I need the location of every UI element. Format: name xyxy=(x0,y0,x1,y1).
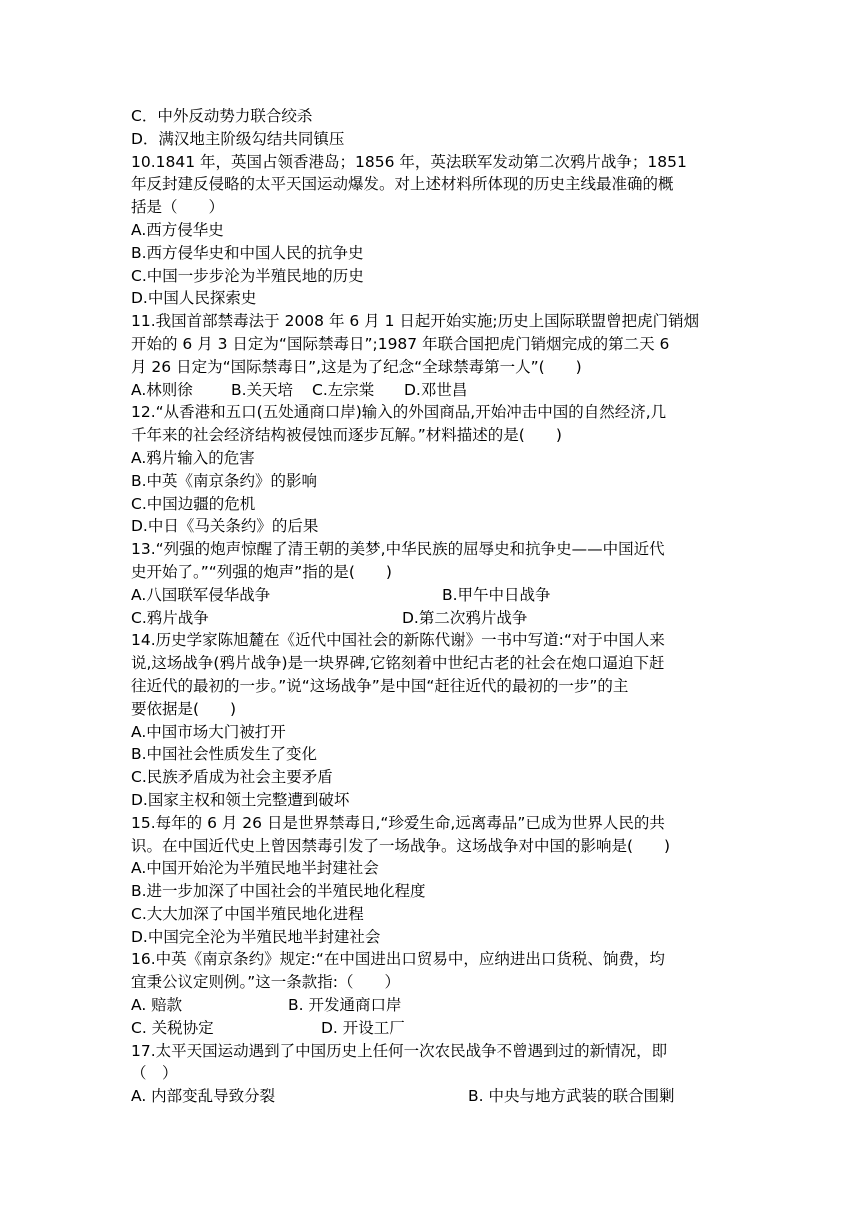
question-14: 14.历史学家陈旭麓在《近代中国社会的新陈代谢》一书中写道:“对于中国人来 xyxy=(131,631,665,650)
option-a: A.八国联军侵华战争 xyxy=(131,585,271,604)
text-line: 说,这场战争(鸦片战争)是一块界碑,它铭刻着中世纪古老的社会在炮口逼迫下赶 xyxy=(131,654,665,673)
question-17: 17.太平天国运动遇到了中国历史上任何一次农民战争不曾遇到过的新情况，即 xyxy=(131,1041,668,1060)
option-d: D. 开设工厂 xyxy=(321,1018,405,1037)
option-line: B.中英《南京条约》的影响 xyxy=(131,471,318,490)
question-text xyxy=(131,105,731,1108)
text-line: D．满汉地主阶级勾结共同镇压 xyxy=(131,129,345,148)
option-b: B.关天培 xyxy=(231,380,294,399)
option-c: C.左宗棠 xyxy=(312,380,375,399)
question-11: 11.我国首部禁毒法于 2008 年 6 月 1 日起开始实施;历史上国际联盟曾把虎门销烟 xyxy=(131,312,700,331)
option-line: C.民族矛盾成为社会主要矛盾 xyxy=(131,768,333,787)
question-10: 10.1841 年，英国占领香港岛；1856 年，英法联军发动第二次鸦片战争；1851 xyxy=(131,152,687,171)
option-line: A.中国开始沦为半殖民地半封建社会 xyxy=(131,859,379,878)
text-line: 括是（ ） xyxy=(131,198,225,217)
option-b: B. 中央与地方武装的联合围剿 xyxy=(468,1087,675,1106)
q13-options-row2 xyxy=(131,607,731,630)
option-b: B. 开发通商口岸 xyxy=(288,996,402,1015)
option-line: A.西方侵华史 xyxy=(131,220,224,239)
q16-options-row1 xyxy=(131,994,731,1017)
option-line: C.中国一步步沦为半殖民地的历史 xyxy=(131,266,364,285)
option-line: D.国家主权和领土完整遭到破坏 xyxy=(131,790,350,809)
text-line: 往近代的最初的一步。”说“这场战争”是中国“赶往近代的最初的一步”的主 xyxy=(131,676,629,695)
option-line: B.西方侵华史和中国人民的抗争史 xyxy=(131,243,364,262)
option-line: D.中日《马关条约》的后果 xyxy=(131,517,319,536)
text-line: 宜秉公议定则例。”这一条款指:（ ） xyxy=(131,973,401,992)
question-12: 12.“从香港和五口(五处通商口岸)输入的外国商品,开始冲击中国的自然经济,几 xyxy=(131,403,667,422)
option-a: A. 内部变乱导致分裂 xyxy=(131,1087,276,1106)
option-d: D.第二次鸦片战争 xyxy=(402,608,528,627)
question-16: 16.中英《南京条约》规定:“在中国进出口贸易中，应纳进出口货税、饷费，均 xyxy=(131,950,665,969)
text-line: 月 26 日定为“国际禁毒日”,这是为了纪念“全球禁毒第一人”( ) xyxy=(131,357,582,376)
text-line: C．中外反动势力联合绞杀 xyxy=(131,107,313,125)
q11-options xyxy=(131,379,731,402)
question-15: 15.每年的 6 月 26 日是世界禁毒日,“珍爱生命,远离毒品”已成为世界人民的共 xyxy=(131,813,665,832)
option-c: C. 关税协定 xyxy=(131,1018,214,1037)
question-13: 13.“列强的炮声惊醒了清王朝的美梦,中华民族的屈辱史和抗争史——中国近代 xyxy=(131,540,665,559)
option-line: B.进一步加深了中国社会的半殖民地化程度 xyxy=(131,882,426,901)
option-line: D.中国人民探索史 xyxy=(131,289,257,308)
option-line: C.中国边疆的危机 xyxy=(131,494,256,513)
text-line: 年反封建反侵略的太平天国运动爆发。对上述材料所体现的历史主线最准确的概 xyxy=(131,175,674,194)
text-line: （ ） xyxy=(131,1064,178,1083)
option-d: D.邓世昌 xyxy=(404,380,468,399)
option-line: A.鸦片输入的危害 xyxy=(131,448,255,467)
q13-options-row1 xyxy=(131,584,731,607)
text-line: 开始的 6 月 3 日定为“国际禁毒日”;1987 年联合国把虎门销烟完成的第二天 6 xyxy=(131,334,670,353)
option-a: A.林则徐 xyxy=(131,380,193,399)
text-line: 要依据是( ) xyxy=(131,699,237,718)
option-c: C.鸦片战争 xyxy=(131,608,209,627)
option-b: B.甲午中日战争 xyxy=(442,585,551,604)
q17-options-row1 xyxy=(131,1085,731,1108)
q16-options-row2 xyxy=(131,1017,731,1040)
option-a: A. 赔款 xyxy=(131,996,183,1015)
option-line: C.大大加深了中国半殖民地化进程 xyxy=(131,904,364,923)
text-line: 识。在中国近代史上曾因禁毒引发了一场战争。这场战争对中国的影响是( ) xyxy=(131,836,671,855)
text-line: 千年来的社会经济结构被侵蚀而逐步瓦解。”材料描述的是( ) xyxy=(131,426,562,445)
text-line: 史开始了。”“列强的炮声”指的是( ) xyxy=(131,562,392,581)
option-line: A.中国市场大门被打开 xyxy=(131,722,286,741)
option-line: D.中国完全沦为半殖民地半封建社会 xyxy=(131,927,381,946)
option-line: B.中国社会性质发生了变化 xyxy=(131,745,318,764)
